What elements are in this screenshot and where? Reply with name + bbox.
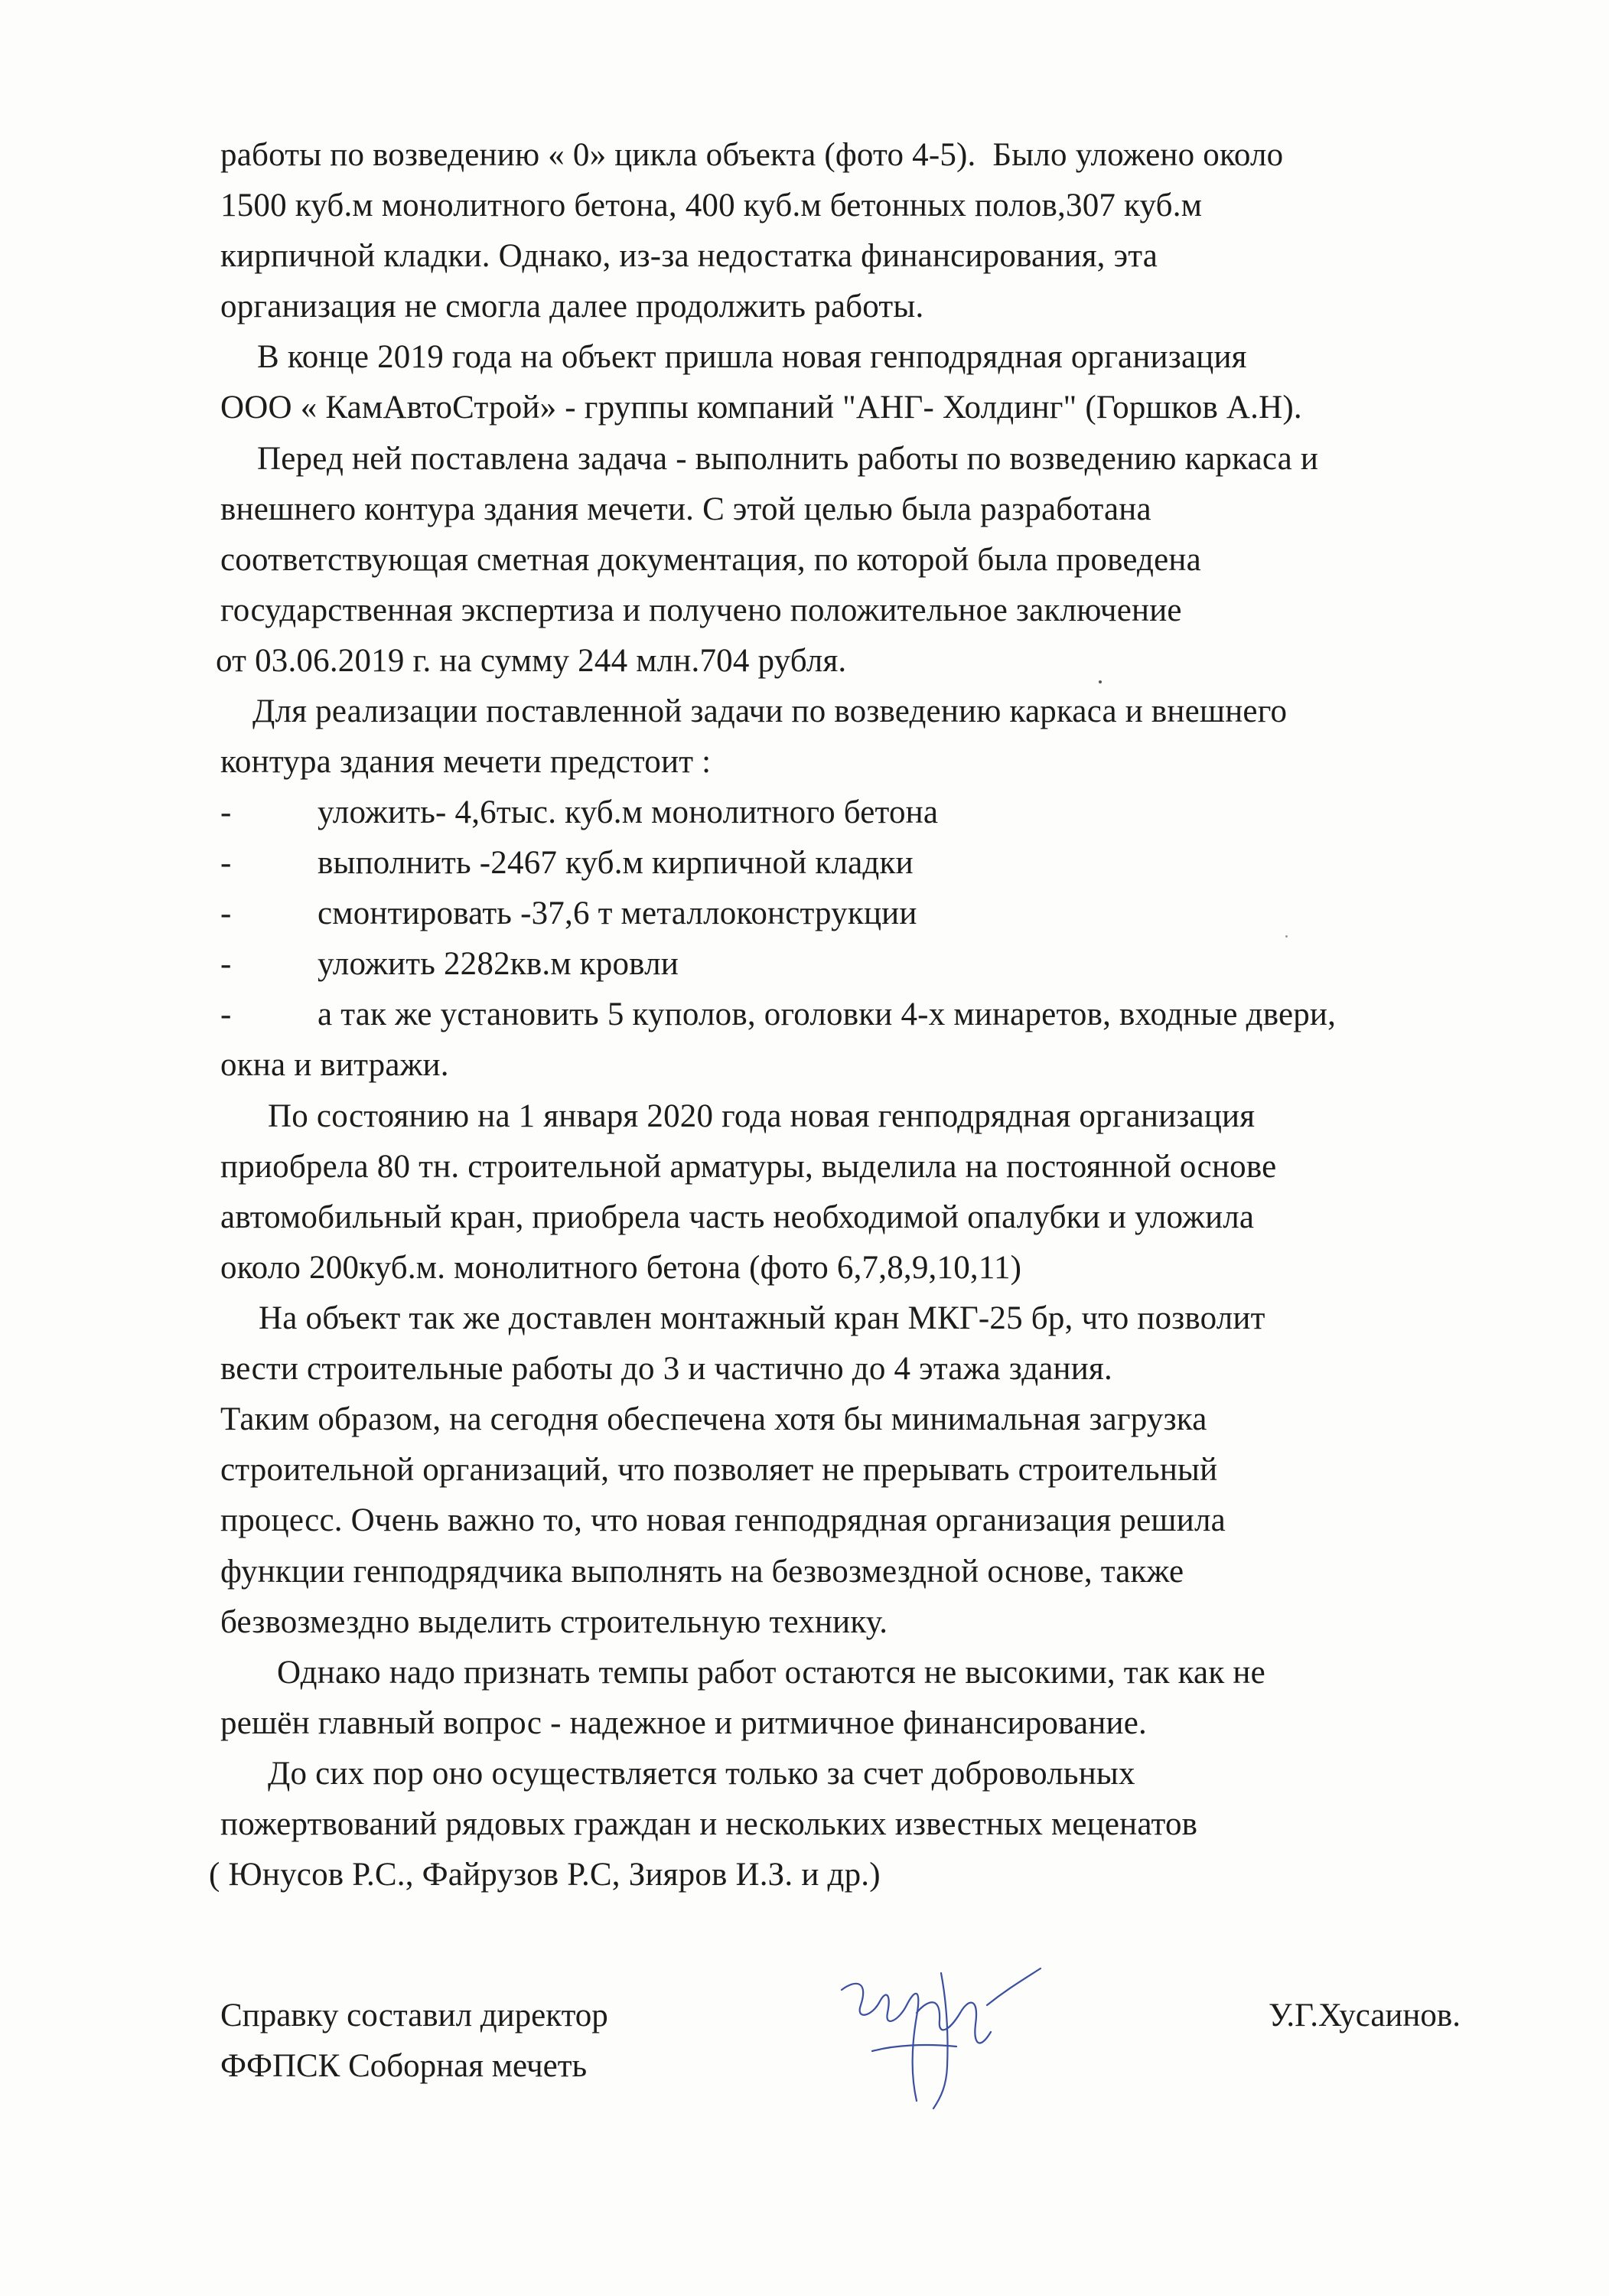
text-line: На объект так же доставлен монтажный кран МКГ-25 бр, что позволит (259, 1300, 1265, 1336)
list-marker: - (220, 845, 232, 881)
text-line: 1500 куб.м монолитного бетона, 400 куб.м бетонных полов,307 куб.м (220, 188, 1203, 223)
text-line: В конце 2019 года на объект пришла новая генподрядная организация (257, 339, 1247, 375)
text-line: процесс. Очень важно то, что новая генподрядная организация решила (220, 1502, 1226, 1538)
list-item: уложить- 4,6тыс. куб.м монолитного бетона (318, 794, 939, 830)
list-item: а так же установить 5 куполов, оголовки 4-х минаретов, входные двери, (318, 996, 1337, 1032)
text-line: Однако надо признать темпы работ остаются не высокими, так как не (277, 1655, 1265, 1691)
text-line: безвозмездно выделить строительную технику. (220, 1604, 888, 1640)
text-line: вести строительные работы до 3 и частично до 4 этажа здания. (220, 1351, 1112, 1387)
handwritten-signature (826, 1959, 1056, 2120)
text-line: Перед ней поставлена задача - выполнить работы по возведению каркаса и (257, 441, 1319, 477)
text-line: Таким образом, на сегодня обеспечена хотя бы минимальная загрузка (220, 1401, 1207, 1437)
list-marker: - (220, 946, 232, 982)
text-line: пожертвований рядовых граждан и нескольких известных меценатов (220, 1806, 1198, 1842)
text-line: Для реализации поставленной задачи по возведению каркаса и внешнего (252, 693, 1288, 729)
text-line: ООО « КамАвтоСтрой» - группы компаний "АНГ- Холдинг" (Горшков А.Н). (220, 390, 1302, 426)
signer-title-line2: ФФПСК Соборная мечеть (220, 2048, 588, 2084)
text-line: До сих пор оно осуществляется только за счет добровольных (268, 1756, 1135, 1792)
text-line: ( Юнусов Р.С., Файрузов Р.С, Зияров И.З. и др.) (209, 1857, 881, 1893)
list-marker: - (220, 996, 232, 1032)
list-item: уложить 2282кв.м кровли (318, 946, 679, 982)
text-line: автомобильный кран, приобрела часть необходимой опалубки и уложила (220, 1199, 1255, 1235)
list-marker: - (220, 794, 232, 830)
text-line: государственная экспертиза и получено положительное заключение (220, 592, 1182, 628)
text-line: соответствующая сметная документация, по которой была проведена (220, 542, 1201, 578)
signer-title-line1: Справку составил директор (220, 1998, 608, 2033)
text-line: внешнего контура здания мечети. С этой целью была разработана (220, 491, 1151, 527)
text-line: кирпичной кладки. Однако, из-за недостатка финансирования, эта (220, 238, 1158, 274)
scan-speck (1285, 935, 1288, 938)
list-item: смонтировать -37,6 т металлоконструкции (318, 895, 917, 931)
text-line: приобрела 80 тн. строительной арматуры, выделила на постоянной основе (220, 1149, 1277, 1185)
text-line: функции генподрядчика выполнять на безвозмездной основе, также (220, 1554, 1184, 1590)
text-line: организация не смогла далее продолжить работы. (220, 289, 924, 325)
text-line: около 200куб.м. монолитного бетона (фото 6,7,8,9,10,11) (220, 1250, 1022, 1286)
text-line: работы по возведению « 0» цикла объекта (фото 4-5). Было уложено около (220, 137, 1284, 173)
text-line: решён главный вопрос - надежное и ритмичное финансирование. (220, 1705, 1147, 1741)
text-line: от 03.06.2019 г. на сумму 244 млн.704 рубля. (216, 643, 847, 679)
list-item: выполнить -2467 куб.м кирпичной кладки (318, 845, 914, 881)
list-item-continuation: окна и витражи. (220, 1047, 449, 1083)
text-line: контура здания мечети предстоит : (220, 744, 712, 780)
text-line: строительной организаций, что позволяет не прерывать строительный (220, 1452, 1218, 1488)
signer-name: У.Г.Хусаинов. (1269, 1998, 1461, 2033)
text-line: По состоянию на 1 января 2020 года новая генподрядная организация (268, 1098, 1256, 1134)
list-marker: - (220, 895, 232, 931)
scan-speck (1099, 680, 1102, 683)
